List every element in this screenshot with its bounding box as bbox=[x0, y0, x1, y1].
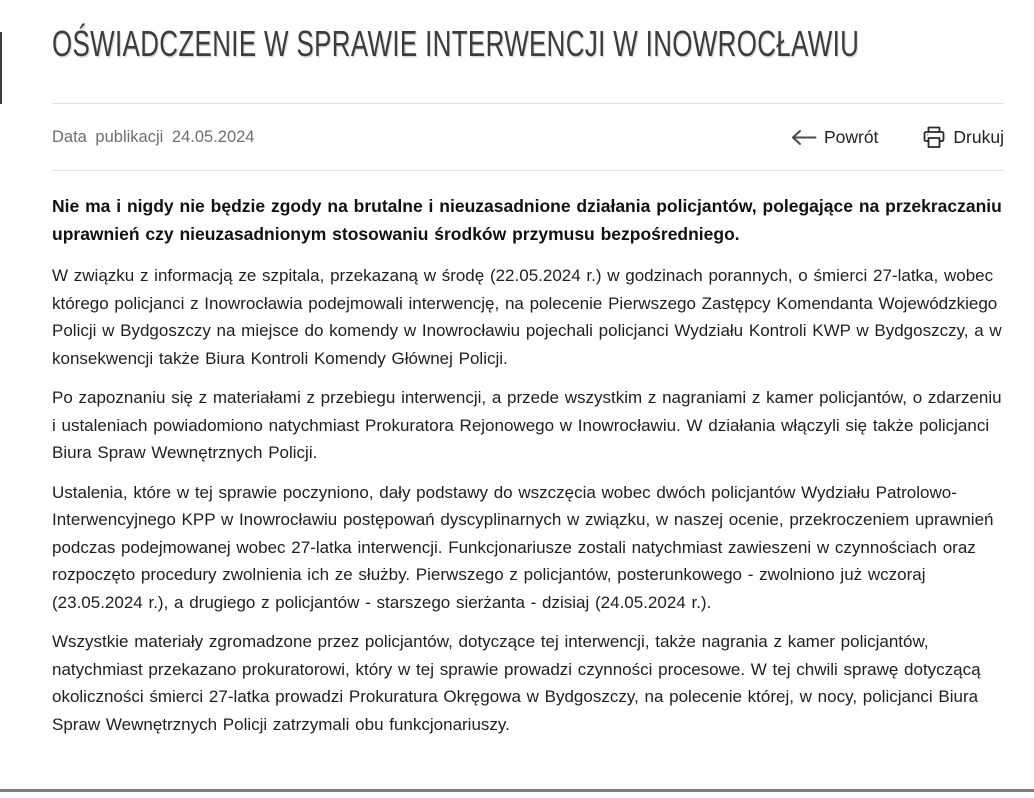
article-paragraph: W związku z informacją ze szpitala, przekazaną w środę (22.05.2024 r.) w godzinach porannych, o śmierci 27-latka, wobec którego policjanci z Inowrocławia podejmowali interwencję, na polecenie Pierwszego Zastępcy Komendanta Wojewódzkiego Policji w Bydgoszczy na miejsce do komendy w Inowrocławiu pojechali policjanci Wydziału Kontroli KWP w Bydgoszczy, a w konsekwencji także Biura Kontroli Komendy Głównej Policji. bbox=[52, 266, 1002, 368]
meta-row bbox=[52, 104, 1004, 170]
article-paragraph: Po zapoznaniu się z materiałami z przebiegu interwencji, a przede wszystkim z nagraniami z kamer policjantów, o zdarzeniu i ustaleniach powiadomiono natychmiast Prokuratora Rejonowego w Inowrocławiu. W działania włączyli się także policjanci Biura Spraw Wewnętrznych Policji. bbox=[52, 388, 1002, 462]
back-link-label: Powrót bbox=[823, 126, 879, 147]
publication-date-value: 24.05.2024 bbox=[171, 127, 255, 146]
content-area bbox=[0, 20, 1034, 738]
publication-date-label: Data publikacji bbox=[52, 127, 164, 146]
article-lead-paragraph: Nie ma i nigdy nie będzie zgody na brutalne i nieuzasadnione działania policjantów, polegające na przekraczaniu uprawnień czy nieuzasadnionym stosowaniu środków przymusu bezpośredniego. bbox=[52, 196, 1002, 244]
print-link-label: Drukuj bbox=[953, 126, 1004, 147]
page-title-text: OŚWIADCZENIE W SPRAWIE INTERWENCJI W INOWROCŁAWIU bbox=[52, 23, 860, 64]
page-actions bbox=[790, 126, 1004, 149]
left-arrow-icon bbox=[790, 129, 817, 146]
bottom-section-edge bbox=[0, 789, 1034, 792]
article-body bbox=[52, 171, 1004, 738]
back-link[interactable] bbox=[790, 127, 878, 148]
left-edge-line bbox=[0, 32, 2, 104]
printer-icon bbox=[922, 126, 946, 149]
article-paragraph: Ustalenia, które w tej sprawie poczyniono, dały podstawy do wszczęcia wobec dwóch policjantów Wydziału Patrolowo-Interwencyjnego KPP w Inowrocławiu postępowań dyscyplinarnych w związku, w naszej ocenie, przekroczeniem uprawnień podczas podejmowanej wobec 27-latka interwencji. Funkcjonariusze zostali natychmiast zawieszeni w czynnościach oraz rozpoczęto procedury zwolnienia ich ze służby. Pierwszego z policjantów, posterunkowego - zwolniono już wczoraj (23.05.2024 r.), a drugiego z policjantów - starszego sierżanta - dzisiaj (24.05.2024 r.). bbox=[52, 482, 994, 612]
page-title bbox=[52, 20, 1004, 68]
publication-date bbox=[52, 128, 255, 147]
print-link[interactable] bbox=[922, 126, 1004, 149]
article-paragraph: Wszystkie materiały zgromadzone przez policjantów, dotyczące tej interwencji, także nagrania z kamer policjantów, natychmiast przekazano prokuratorowi, który w tej sprawie prowadzi czynności procesowe. W tej chwili sprawę dotyczącą okoliczności śmierci 27-latka prowadzi Prokuratura Okręgowa w Bydgoszczy, na polecenie której, w nocy, policjanci Biura Spraw Wewnętrznych Policji zatrzymali obu funkcjonariuszy. bbox=[52, 632, 981, 734]
